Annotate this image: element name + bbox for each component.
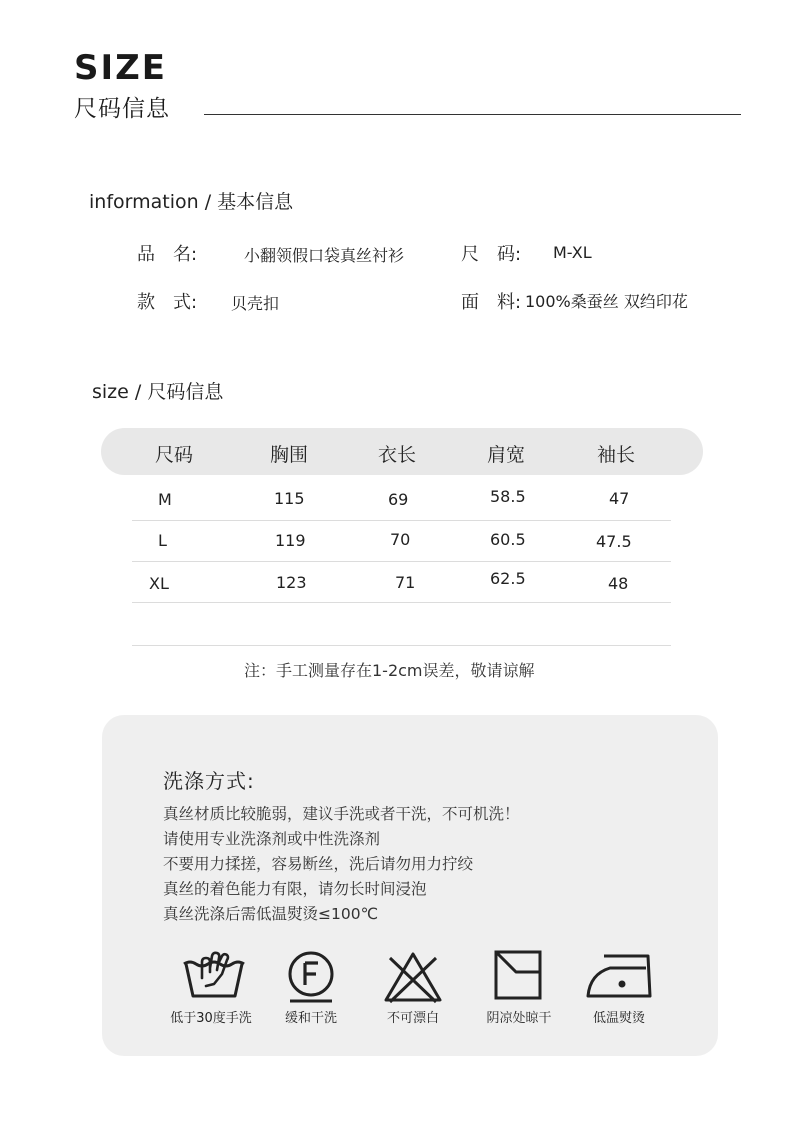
table-header-sleeve: 袖长 [597,444,636,466]
info-heading: information / 基本信息 [89,191,294,213]
fabric-label: 面 料: [461,292,522,313]
measurement-note: 注：手工测量存在1-2cm误差，敬请谅解 [244,661,535,680]
table-header-chest: 胸围 [270,444,309,466]
table-header-size: 尺码 [155,444,194,466]
table-cell: 70 [390,530,411,549]
table-header-length: 衣长 [378,444,417,466]
title-divider [204,114,741,115]
size-heading: size / 尺码信息 [92,381,224,403]
table-cell: 60.5 [490,530,526,549]
table-cell: 119 [275,531,306,550]
care-line: 真丝材质比较脆弱，建议手洗或者干洗，不可机洗！ [163,805,520,823]
table-cell: 47.5 [596,532,632,551]
table-header-shoulder: 肩宽 [487,444,526,466]
table-cell: 47 [609,489,630,508]
care-line: 真丝的着色能力有限，请勿长时间浸泡 [163,880,427,898]
table-cell: 115 [274,489,305,508]
table-cell: 69 [388,490,409,509]
hand-wash-label: 低于30度手洗 [170,1011,252,1026]
size-label: 尺 码: [461,244,522,265]
size-value: M-XL [553,243,592,262]
table-cell: 123 [276,573,307,592]
shade-dry-icon [484,948,554,1004]
table-cell: XL [149,574,169,593]
name-value: 小翻领假口袋真丝衬衫 [244,246,405,265]
care-line: 请使用专业洗涤剂或中性洗涤剂 [163,830,381,848]
table-row-divider [132,520,671,521]
table-cell: 58.5 [490,487,526,506]
style-label: 款 式: [137,292,198,313]
table-row-divider [132,602,671,603]
title-cn: 尺码信息 [74,96,170,122]
table-cell: 71 [395,573,416,592]
low-iron-icon [584,948,654,1004]
care-title: 洗涤方式: [163,769,255,793]
hand-wash-icon [180,948,250,1004]
table-cell: 62.5 [490,569,526,588]
fabric-value: 100%桑蚕丝 双绉印花 [525,292,688,311]
title-en: SIZE [74,48,168,88]
table-cell: L [158,531,167,550]
dry-clean-label: 缓和干洗 [284,1011,337,1026]
table-cell: 48 [608,574,629,593]
low-iron-label: 低温熨烫 [592,1011,645,1026]
table-row-divider [132,645,671,646]
table-cell: M [158,490,172,509]
name-label: 品 名: [137,244,198,265]
no-bleach-icon [378,948,448,1004]
no-bleach-label: 不可漂白 [386,1011,439,1026]
dry-clean-f-icon [276,948,346,1004]
care-line: 不要用力揉搓，容易断丝，洗后请勿用力拧绞 [163,855,474,873]
shade-dry-label: 阴凉处晾干 [486,1011,552,1026]
style-value: 贝壳扣 [231,294,280,313]
care-line: 真丝洗涤后需低温熨烫≤100℃ [163,905,378,923]
table-row-divider [132,561,671,562]
